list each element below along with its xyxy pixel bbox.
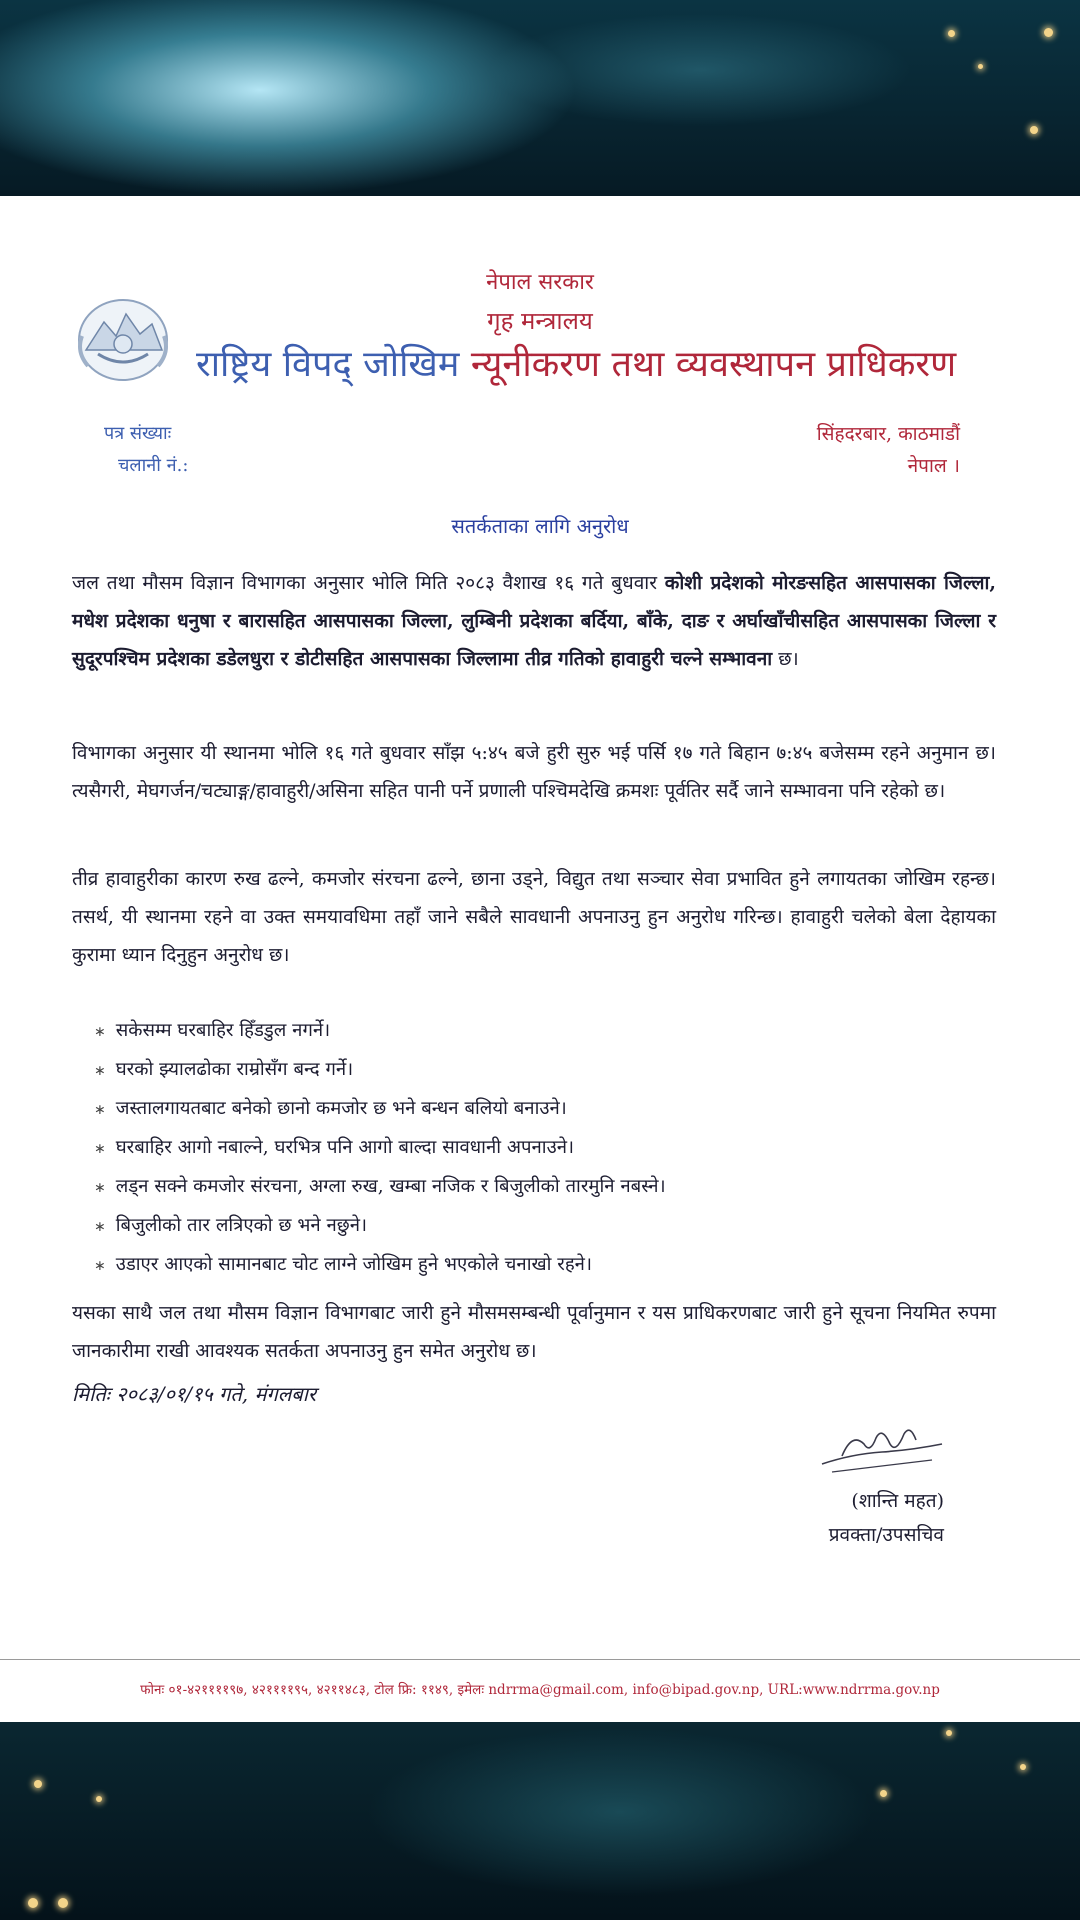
list-item: ∗ सकेसम्म घरबाहिर हिँडडुल नगर्ने। [94, 1012, 994, 1051]
ministry-heading: गृह मन्त्रालय [487, 307, 593, 335]
press-release-letter [0, 196, 1080, 1722]
decorative-top-band [0, 0, 1080, 196]
decorative-bottom-band [0, 1722, 1080, 1920]
authority-heading [196, 338, 996, 387]
signatory-block [829, 1484, 944, 1552]
sparkle-decoration [58, 1898, 68, 1908]
list-item: ∗ लड्न सक्ने कमजोर संरचना, अग्ला रुख, खम्बा नजिक र बिजुलीको तारमुनि नबस्ने। [94, 1168, 994, 1207]
paragraph-forecast-intro: जल तथा मौसम विज्ञान विभागका अनुसार भोलि मिति २०८३ वैशाख १६ गते बुधवार [72, 572, 665, 594]
paragraph-closing: यसका साथै जल तथा मौसम विज्ञान विभागबाट जारी हुने मौसमसम्बन्धी पूर्वानुमान र यस प्राधिकरणबाट जारी हुने सूचना नियमित रुपमा जानकारीमा राखी आवश्यक सतर्कता अपनाउनु हुन समेत अनुरोध छ। [72, 1302, 996, 1362]
sparkle-decoration [96, 1796, 102, 1802]
sparkle-decoration [1044, 28, 1053, 37]
sparkle-decoration [1030, 126, 1038, 134]
address-line-2: नेपाल । [907, 455, 960, 477]
list-item: ∗ बिजुलीको तार लत्रिएको छ भने नछुने। [94, 1207, 994, 1246]
paragraph-risk: तीव्र हावाहुरीका कारण रुख ढल्ने, कमजोर संरचना ढल्ने, छाना उड्ने, विद्युत तथा सञ्चार सेवा प्रभावित हुने लगायतका जोखिम रहन्छ। तसर्थ, यी स्थानमा रहने वा उक्त समयावधिमा तहाँ जाने सबैले सावधानी अपनाउनु हुन अनुरोध गरिन्छ। हावाहुरी चलेको बेला देहायका कुरामा ध्यान दिनुहुन अनुरोध छ। [72, 868, 996, 966]
list-item: ∗ उडाएर आएको सामानबाट चोट लाग्ने जोखिम हुने भएकोले चनाखो रहने। [94, 1246, 994, 1285]
dispatch-no-label: चलानी नं.: [118, 455, 189, 476]
sparkle-decoration [34, 1780, 42, 1788]
letter-no-label: पत्र संख्याः [104, 423, 172, 444]
sparkle-decoration [978, 64, 983, 69]
sparkle-decoration [880, 1790, 887, 1797]
signatory-title: प्रवक्ता/उपसचिव [828, 1524, 944, 1546]
letter-date: मितिः २०८३/०१/१५ गते, मंगलबार [72, 1382, 317, 1406]
office-address [817, 418, 960, 482]
footer-divider [0, 1659, 1080, 1660]
precaution-list [94, 1012, 994, 1285]
address-line-1: सिंहदरबार, काठमाडौं [816, 423, 960, 445]
paragraph-forecast-end: छ। [772, 648, 799, 670]
paragraph-timing: विभागका अनुसार यी स्थानमा भोलि १६ गते बुधवार साँझ ५:४५ बजे हुरी सुरु भई पर्सि १७ गते बिहान ७:४५ बजेसम्म रहने अनुमान छ। त्यसैगरी, मेघगर्जन/चट्याङ्ग/हावाहुरी/असिना सहित पानी पर्ने प्रणाली पश्चिमदेखि क्रमशः पूर्वतिर सर्दै जाने सम्भावना पनि रहेको छ। [72, 742, 996, 802]
paragraph-forecast-highlight: कोशी प्रदेशको मोरङसहित आसपासका जिल्ला, मधेश प्रदेशका धनुषा र बारासहित आसपासका जिल्ला, लुम्बिनी प्रदेशका बर्दिया, बाँके, दाङ र अर्घाखाँचीसहित आसपासका जिल्ला र सुदूरपश्चिम प्रदेशका डडेलधुरा र डोटीसहित आसपासका जिल्लामा तीव्र गतिको हावाहुरी चल्ने सम्भावना [72, 572, 996, 670]
letter-subject: सतर्कताका लागि अनुरोध [451, 514, 629, 538]
footer-contact: फोनः ०१-४२११११९७, ४२११११९५, ४२११४८३, टोल फ्रि: ११४९, इमेलः ndrrma@gmail.com, info@bipad.gov.np, URL:www.ndrrma.gov.np [140, 1682, 940, 1698]
signature-icon [812, 1414, 952, 1484]
sparkle-decoration [28, 1898, 38, 1908]
list-item: ∗ जस्तालगायतबाट बनेको छानो कमजोर छ भने बन्धन बलियो बनाउने। [94, 1090, 994, 1129]
sparkle-decoration [946, 1730, 952, 1736]
sparkle-decoration [948, 30, 955, 37]
authority-heading-part1: राष्ट्रिय विपद् जोखिम [196, 344, 460, 385]
signatory-name: (शान्ति महत) [851, 1490, 944, 1512]
paragraph-forecast [72, 564, 996, 678]
sparkle-decoration [1020, 1764, 1026, 1770]
list-item: ∗ घरबाहिर आगो नबाल्ने, घरभित्र पनि आगो बाल्दा सावधानी अपनाउने। [94, 1129, 994, 1168]
authority-heading-part2: न्यूनीकरण तथा व्यवस्थापन प्राधिकरण [470, 344, 957, 385]
letter-reference [104, 418, 188, 482]
government-heading: नेपाल सरकार [486, 270, 594, 295]
list-item: ∗ घरको झ्यालढोका राम्रोसँग बन्द गर्ने। [94, 1051, 994, 1090]
